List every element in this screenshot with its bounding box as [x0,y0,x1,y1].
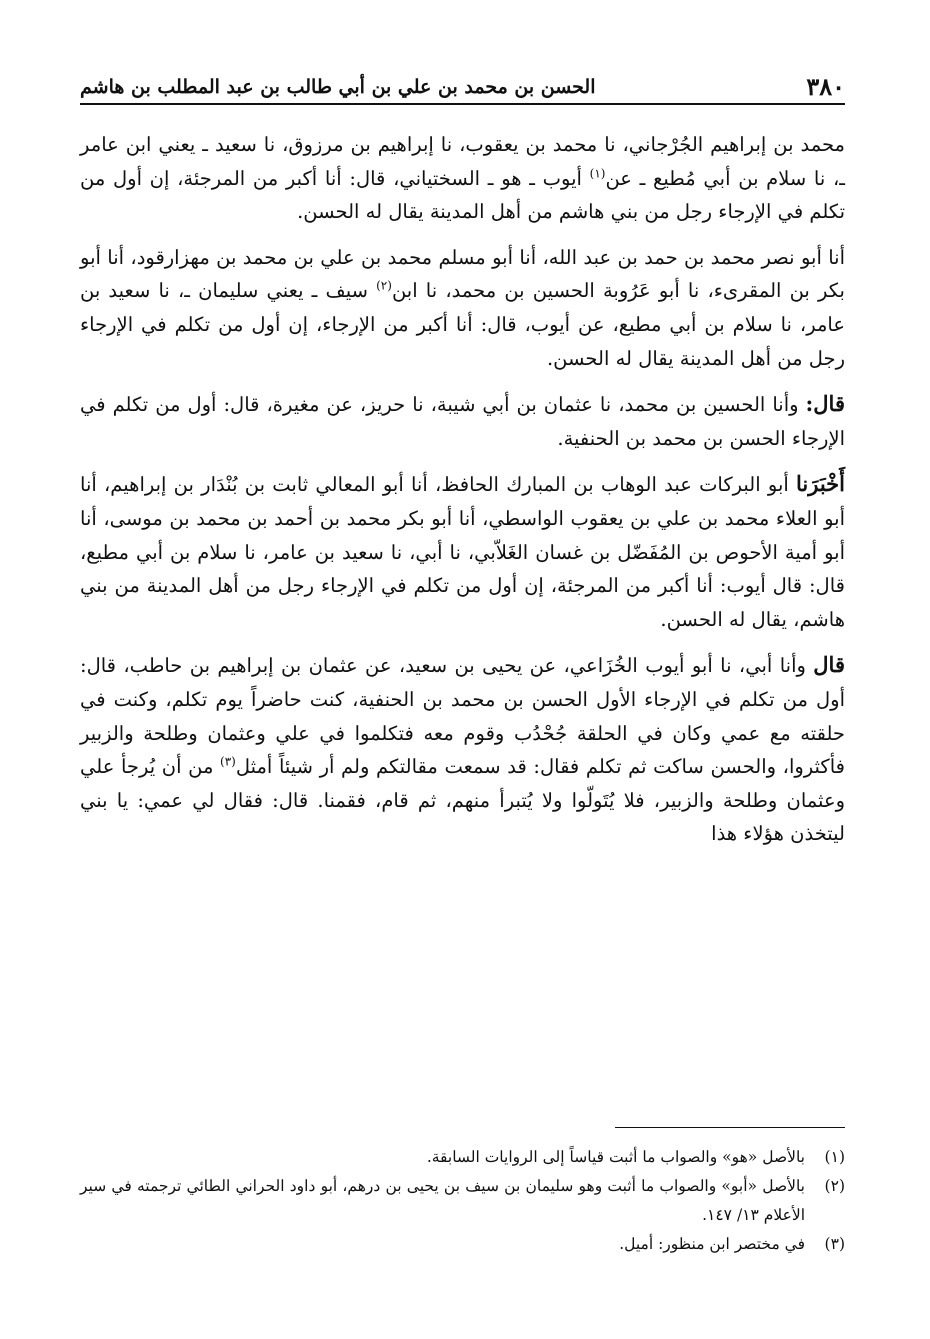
footnote-text: بالأصل «أبو» والصواب ما أثبت وهو سليمان بن سيف بن يحيى بن درهم، أبو داود الحراني الطائي ترجمته في سير الأعلام ١٣/ ١٤٧. [80,1177,805,1224]
footnote-1 [80,1143,845,1172]
paragraph-5 [80,648,845,851]
footnote-number: (١) [824,1148,845,1166]
paragraph-5-text-a: وأنا أبي، نا أبو أيوب الخُزَاعي، عن يحيى بن سعيد، عن عثمان بن إبراهيم بن حاطب، قال: أول من تكلم في الإرجاء الأول الحسن بن محمد بن الحنفية، كنت حاضراً يوم تكلم، وكنت في حلقته مع عمي وكان في الحلقة جُحْدُب وقوم معه فتكلموا في علي وعثمان وطلحة والزبير فأكثروا، والحسن ساكت ثم تكلم فقال: قد سمعت مقالتكم ولم أر شيئاً أمثل [80,654,845,779]
paragraph-4-text: أبو البركات عبد الوهاب بن المبارك الحافظ، أنا أبو المعالي ثابت بن بُنْدَار بن إبراهيم، أنا أبو العلاء محمد بن علي بن يعقوب الواسطي، أنا أبو بكر محمد بن أحمد بن محمد بن موسى، أنا أبو أمية الأحوص بن المُفَضّل بن غسان الغَلاّبي، نا أبي، نا سعيد بن عامر، نا سلام بن أبي مطيع، قال: قال أيوب: أنا أكبر من المرجئة، إن أول من تكلم في الإرجاء رجل من أهل المدينة من بني هاشم، يقال له الحسن. [80,473,845,631]
page-number: ٣٨٠ [806,72,845,101]
paragraph-2 [80,241,845,375]
running-title: الحسن بن محمد بن علي بن أبي طالب بن عبد المطلب بن هاشم [80,76,596,98]
paragraph-3 [80,387,845,455]
header-divider [80,103,845,105]
paragraph-2-text-b: سيف ـ يعني سليمان ـ، نا سعيد بن عامر، نا سلام بن أبي مطيع، عن أيوب، قال: أنا أكبر من الإرجاء، إن أول من تكلم في الإرجاء رجل من أهل المدينة يقال له الحسن. [80,279,845,370]
paragraph-2-text-a: أنا أبو نصر محمد بن حمد بن عبد الله، أنا أبو مسلم محمد بن علي بن محمد بن مهزارقود، أنا أبو بكر بن المقرىء، نا أبو عَرُوبة الحسين بن محمد، نا ابن [80,245,845,303]
footnote-3 [80,1230,845,1259]
paragraph-4 [80,467,845,636]
paragraph-3-keyword: قال: [805,391,845,417]
paragraph-5-keyword: قال [813,652,845,678]
footnote-ref-1[interactable]: (١) [589,166,606,181]
main-text [80,128,845,863]
running-head [80,62,845,102]
footnote-text: بالأصل «هو» والصواب ما أثبت قياساً إلى الروايات السابقة. [426,1148,805,1166]
footnote-divider [615,1127,845,1128]
footnotes [80,1143,845,1259]
footnote-text: في مختصر ابن منظور: أميل. [619,1235,805,1253]
footnote-ref-2[interactable]: (٢) [376,278,392,293]
paragraph-1-text-a: محمد بن إبراهيم الجُرْجاني، نا محمد بن يعقوب، نا إبراهيم بن مرزوق، نا سعيد ـ يعني ابن عامر ـ، نا سلام بن أبي مُطيع ـ عن [80,133,845,190]
paragraph-4-keyword: أَخْبَرَنا [796,471,845,497]
paragraph-1 [80,128,845,229]
footnote-number: (٣) [824,1235,845,1253]
footnote-2 [80,1172,845,1230]
paragraph-3-text: وأنا الحسين بن محمد، نا عثمان بن أبي شيبة، نا حريز، عن مغيرة، قال: أول من تكلم في الإرجاء الحسن بن محمد بن الحنفية. [80,393,845,450]
footnote-ref-3[interactable]: (٣) [220,754,236,769]
paragraph-1-text-b: أيوب ـ هو ـ السختياني، قال: أنا أكبر من المرجئة، إن أول من تكلم في الإرجاء رجل من بني هاشم من أهل المدينة يقال له الحسن. [80,166,845,224]
footnote-number: (٢) [824,1177,845,1195]
paragraph-5-text-b: من أن يُرجأ علي وعثمان وطلحة والزبير، فلا يُتَولّوا ولا يُتبرأ منهم، ثم قام، فقمنا. قال: فقال لي عمي: يا بني ليتخذن هؤلاء هذا [80,755,845,846]
